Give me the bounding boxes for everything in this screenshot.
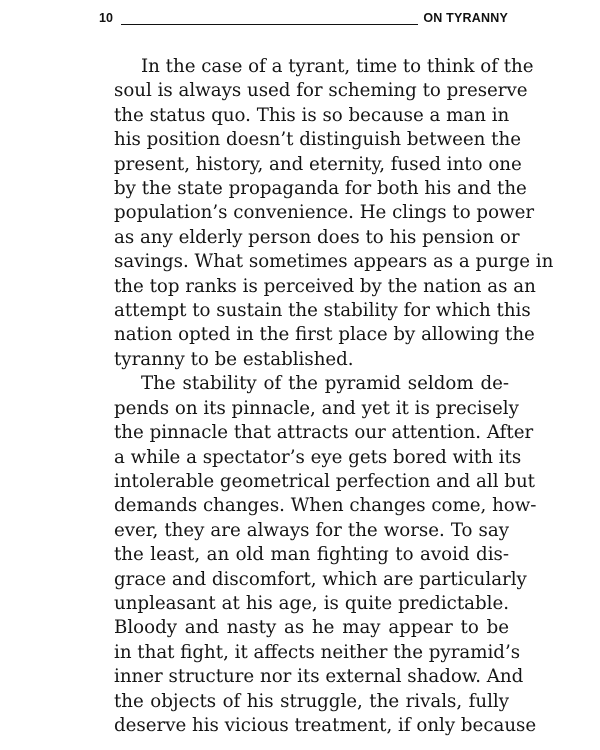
text-line: savings. What sometimes appears as a purge in	[114, 251, 554, 273]
text-line: the top ranks is perceived by the nation as an	[114, 275, 536, 297]
text-line: the status quo. This is so because a man in	[114, 104, 510, 126]
text-line: the objects of his struggle, the rivals, fully	[114, 690, 509, 712]
text-line: In the case of a tyrant, time to think of the	[141, 56, 534, 77]
text-line: tyranny to be established.	[114, 348, 354, 370]
text-line: a while a spectator’s eye gets bored with its	[114, 446, 522, 468]
text-line: The stability of the pyramid seldom de-	[141, 373, 509, 395]
header-rule	[121, 24, 418, 25]
text-line: by the state propaganda for both his and the	[114, 178, 527, 200]
text-line: soul is always used for scheming to preserve	[114, 80, 528, 102]
text-line: deserve his vicious treatment, if only because	[114, 714, 537, 736]
text-line: unpleasant at his age, is quite predictable.	[114, 592, 509, 614]
text-line: Bloody and nasty as he may appear to be	[114, 617, 509, 639]
text-line: his position doesn’t distinguish between the	[114, 129, 521, 151]
text-line: the least, an old man fighting to avoid dis-	[114, 544, 509, 566]
text-line: demands changes. When changes come, how-	[114, 495, 537, 517]
text-line: inner structure nor its external shadow. And	[114, 666, 524, 688]
text-line: intolerable geometrical perfection and all but	[114, 470, 535, 492]
text-line: population’s convenience. He clings to power	[114, 202, 535, 224]
body-text	[114, 55, 554, 738]
text-line: pends on its pinnacle, and yet it is precisely	[114, 397, 519, 419]
text-line: present, history, and eternity, fused into one	[114, 153, 522, 175]
page-number: 10	[99, 11, 113, 25]
text-line: nation opted in the first place by allowing the	[114, 324, 535, 346]
running-title: ON TYRANNY	[423, 11, 508, 25]
paragraph-2	[114, 372, 537, 738]
text-line: ever, they are always for the worse. To say	[114, 519, 509, 541]
text-line: the pinnacle that attracts our attention. After	[114, 422, 534, 444]
text-line: in that fight, it affects neither the pyramid’s	[114, 641, 521, 663]
page-header	[99, 10, 508, 30]
text-line: as any elderly person does to his pension or	[114, 226, 520, 248]
text-line: attempt to sustain the stability for which this	[114, 300, 531, 322]
paragraph-1	[114, 55, 554, 372]
text-line: grace and discomfort, which are particularly	[114, 568, 527, 590]
